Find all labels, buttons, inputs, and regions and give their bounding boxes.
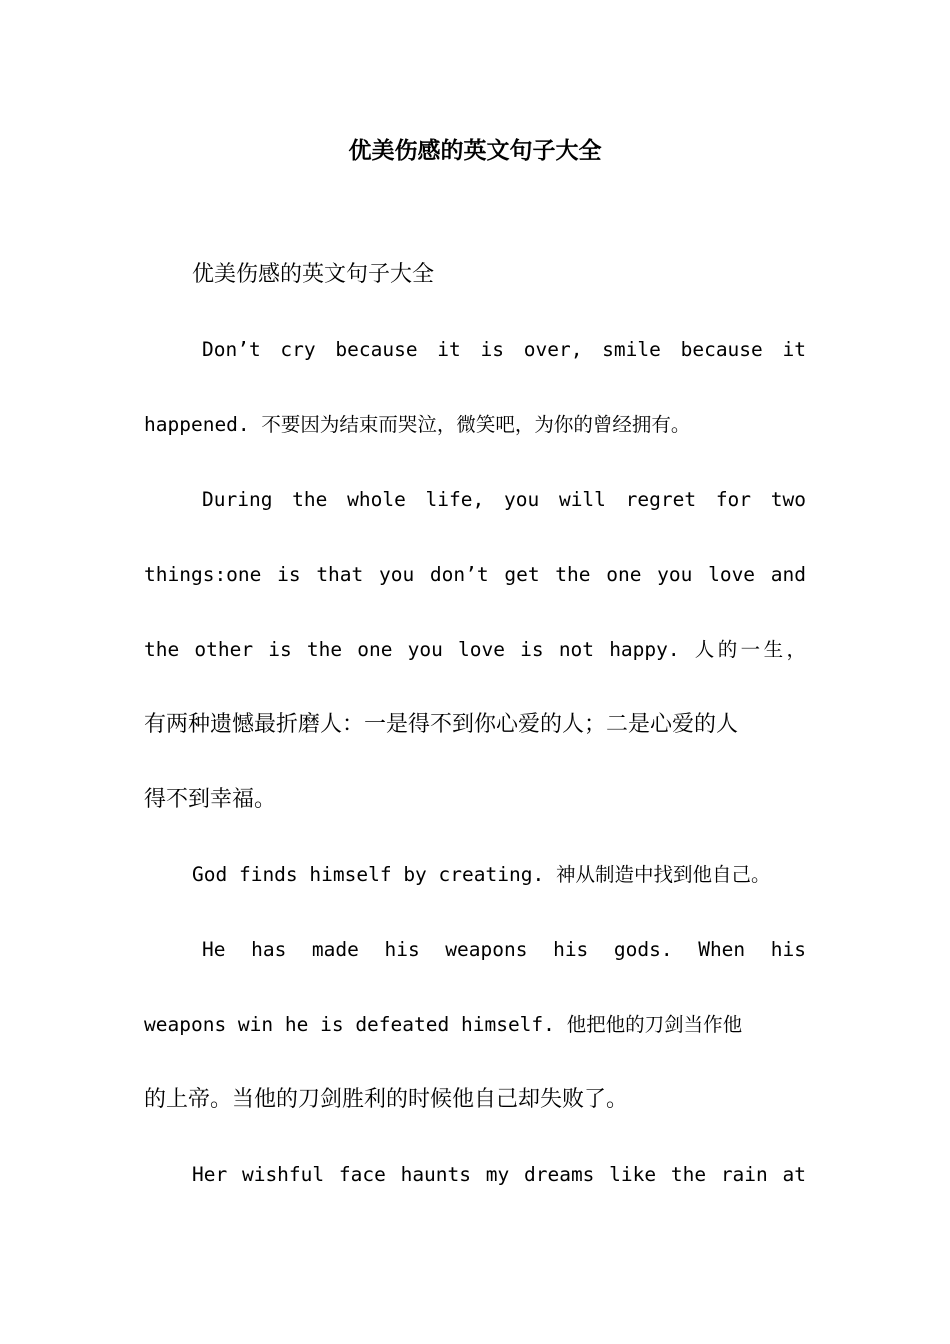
text-line-11: 的上帝。当他的刀剑胜利的时候他自己却失败了。 (144, 1087, 629, 1112)
text-line-3: During the whole life, you will regret for two (202, 488, 806, 511)
text-line-2: happened. 不要因为结束而哭泣，微笑吧，为你的曾经拥有。 (144, 413, 691, 436)
text-line-8: God finds himself by creating. 神从制造中找到他自己。 (192, 863, 771, 886)
text-line-5: the other is the one you love is not happy. 人的一生， (144, 638, 806, 661)
text-line-7: 得不到幸福。 (144, 787, 277, 812)
paragraph-heading: 优美伤感的英文句子大全 (192, 262, 435, 287)
text-line-9: He has made his weapons his gods. When his (202, 938, 806, 961)
text-line-12: Her wishful face haunts my dreams like the rain at (192, 1163, 806, 1186)
text-line-1: Don’t cry because it is over, smile because it (202, 338, 806, 361)
document-title: 优美伤感的英文句子大全 (348, 138, 602, 164)
text-line-4: things:one is that you don’t get the one you love and (144, 563, 806, 586)
text-line-10: weapons win he is defeated himself. 他把他的刀剑当作他 (144, 1013, 743, 1036)
text-line-6: 有两种遗憾最折磨人：一是得不到你心爱的人；二是心爱的人 (144, 712, 739, 737)
